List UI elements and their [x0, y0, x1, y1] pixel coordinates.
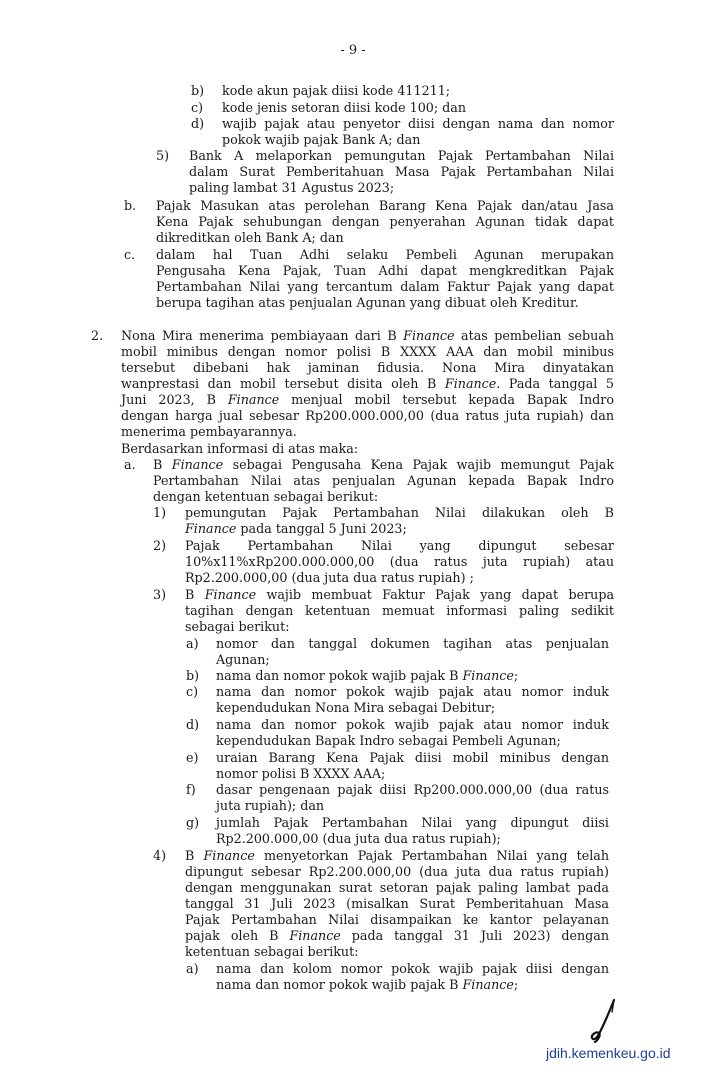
item-label: f): [186, 782, 196, 797]
text-line: dengan harga jual sebesar Rp200.000.000,00 (dua ratus juta rupiah) dan: [121, 408, 614, 423]
text-line: dikreditkan oleh Bank A; dan: [156, 230, 344, 245]
text-line: dalam Surat Pemberitahuan Masa Pajak Pertambahan Nilai: [189, 164, 614, 179]
text-line: nama dan kolom nomor pokok wajib pajak diisi dengan: [216, 961, 609, 976]
item-label: d): [191, 116, 205, 131]
text-line: mobil minibus dengan nomor polisi B XXXX AAA dan mobil minibus: [121, 344, 614, 359]
text-line: kependudukan Bapak Indro sebagai Pembeli Agunan;: [216, 733, 561, 748]
text-line: kode akun pajak diisi kode 411211;: [222, 83, 451, 98]
item-label: g): [186, 815, 200, 830]
item-label: 2): [153, 538, 167, 553]
text-line: wanprestasi dan mobil tersebut disita oleh B Finance. Pada tanggal 5: [121, 376, 614, 391]
item-label: 4): [153, 848, 167, 863]
item-label: a.: [124, 457, 136, 472]
text-line: dipungut sebesar Rp2.200.000,00 (dua juta dua ratus rupiah): [185, 864, 609, 879]
text-line: menerima pembayarannya.: [121, 424, 297, 439]
item-label: c): [191, 100, 204, 115]
item-label: c): [186, 684, 199, 699]
text-line: wajib pajak atau penyetor diisi dengan nama dan nomor: [222, 116, 614, 131]
text-line: Bank A melaporkan pemungutan Pajak Pertambahan Nilai: [189, 148, 614, 163]
text-line: Pajak Masukan atas perolehan Barang Kena Pajak dan/atau Jasa: [156, 198, 614, 213]
footer-link[interactable]: jdih.kemenkeu.go.id: [546, 1045, 671, 1061]
text-line: nama dan nomor pokok wajib pajak atau nomor induk: [216, 684, 609, 699]
item-label: 3): [153, 587, 167, 602]
text-line: nomor polisi B XXXX AAA;: [216, 766, 386, 781]
text-line: Pertambahan Nilai yang tercantum dalam Faktur Pajak yang dapat: [156, 279, 614, 294]
text-line: nama dan nomor pokok wajib pajak atau nomor induk: [216, 717, 609, 732]
item-label: d): [186, 717, 200, 732]
text-line: juta rupiah); dan: [216, 798, 325, 813]
text-line: pokok wajib pajak Bank A; dan: [222, 132, 421, 147]
text-line: B Finance wajib membuat Faktur Pajak yang dapat berupa: [185, 587, 615, 602]
text-line: kependudukan Nona Mira sebagai Debitur;: [216, 700, 496, 715]
text-line: jumlah Pajak Pertambahan Nilai yang dipungut diisi: [216, 815, 609, 830]
text-line: dalam hal Tuan Adhi selaku Pembeli Agunan merupakan: [156, 247, 614, 262]
text-line: uraian Barang Kena Pajak diisi mobil minibus dengan: [216, 750, 609, 765]
text-line: tagihan dengan ketentuan memuat informasi paling sedikit: [185, 603, 614, 618]
item-label: 5): [156, 148, 170, 163]
text-line: pajak oleh B Finance pada tanggal 31 Juli 2023) dengan: [185, 928, 609, 943]
item-label: a): [186, 961, 199, 976]
item-label: b.: [124, 198, 137, 213]
text-line: pemungutan Pajak Pertambahan Nilai dilakukan oleh B: [185, 505, 614, 520]
text-line: Juni 2023, B Finance menjual mobil tersebut kepada Bapak Indro: [121, 392, 615, 407]
text-line: dasar pengenaan pajak diisi Rp200.000.000,00 (dua ratus: [216, 782, 609, 797]
text-line: Finance pada tanggal 5 Juni 2023;: [185, 521, 407, 536]
text-line: Kena Pajak sehubungan dengan penyerahan Agunan tidak dapat: [156, 214, 614, 229]
text-line: B Finance menyetorkan Pajak Pertambahan Nilai yang telah: [185, 848, 609, 863]
item-label: e): [186, 750, 199, 765]
text-line: sebagai berikut:: [185, 619, 290, 634]
item-label: b): [186, 668, 200, 683]
item-label: a): [186, 636, 199, 651]
text-line: 10%x11%xRp200.000.000,00 (dua ratus juta rupiah) atau: [185, 554, 614, 569]
text-line: Rp2.200.000,00 (dua juta dua ratus rupiah);: [216, 831, 501, 846]
text-line: nama dan nomor pokok wajib pajak B Finance;: [216, 977, 519, 992]
text-line: kode jenis setoran diisi kode 100; dan: [222, 100, 467, 115]
text-line: nomor dan tanggal dokumen tagihan atas penjualan: [216, 636, 609, 651]
text-line: Pengusaha Kena Pajak, Tuan Adhi dapat mengkreditkan Pajak: [156, 263, 614, 278]
text-line: B Finance sebagai Pengusaha Kena Pajak wajib memungut Pajak: [153, 457, 615, 472]
text-line: tersebut dibebani hak jaminan fidusia. Nona Mira dinyatakan: [121, 360, 614, 375]
text-line: Pertambahan Nilai atas penjualan Agunan kepada Bapak Indro: [153, 473, 614, 488]
item-label: c.: [124, 247, 136, 262]
text-line: Nona Mira menerima pembiayaan dari B Finance atas pembelian sebuah: [121, 328, 615, 343]
text-line: paling lambat 31 Agustus 2023;: [189, 180, 395, 195]
text-line: Berdasarkan informasi di atas maka:: [121, 441, 359, 456]
text-line: dengan ketentuan sebagai berikut:: [153, 489, 379, 504]
signature-mark-icon: [584, 998, 624, 1044]
text-line: berupa tagihan atas penjualan Agunan yang dibuat oleh Kreditur.: [156, 295, 579, 310]
text-line: ketentuan sebagai berikut:: [185, 944, 359, 959]
text-line: Pajak Pertambahan Nilai yang dipungut sebesar: [185, 538, 614, 553]
text-line: tanggal 31 Juli 2023 (misalkan Surat Pemberitahuan Masa: [185, 896, 609, 911]
text-line: nama dan nomor pokok wajib pajak B Finance;: [216, 668, 519, 683]
text-line: Rp2.200.000,00 (dua juta dua ratus rupiah) ;: [185, 570, 474, 585]
page-number: - 9 -: [340, 43, 366, 58]
item-label: 2.: [91, 328, 104, 343]
text-line: Agunan;: [216, 652, 270, 667]
item-label: 1): [153, 505, 167, 520]
text-line: dengan menggunakan surat setoran pajak paling lambat pada: [185, 880, 609, 895]
item-label: b): [191, 83, 205, 98]
text-line: Pajak Pertambahan Nilai disampaikan ke kantor pelayanan: [185, 912, 609, 927]
